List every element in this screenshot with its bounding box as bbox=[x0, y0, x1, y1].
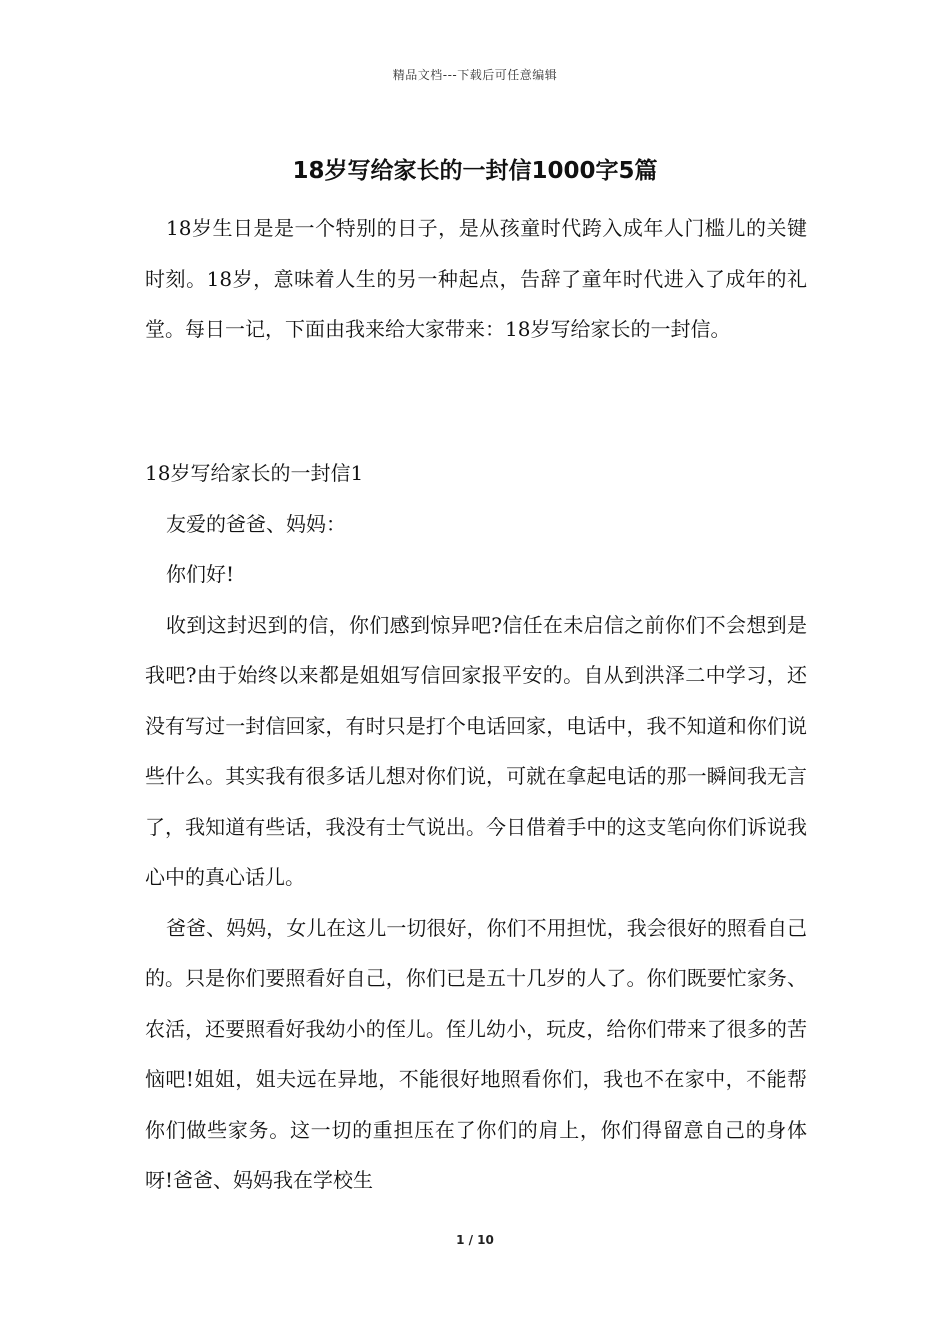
intro-paragraph: 18岁生日是是一个特别的日子，是从孩童时代跨入成年人门槛儿的关键时刻。18岁，意味着人生的另一种起点，告辞了童年时代进入了成年的礼堂。每日一记，下面由我来给大家带来：18岁写给家长的一封信。 bbox=[145, 216, 807, 341]
letter-block bbox=[145, 448, 807, 1206]
letter-paragraph-1: 收到这封迟到的信，你们感到惊异吧?信任在未启信之前你们不会想到是我吧?由于始终以来都是姐姐写信回家报平安的。自从到洪泽二中学习，还没有写过一封信回家，有时只是打个电话回家，电话中，我不知道和你们说些什么。其实我有很多话儿想对你们说，可就在拿起电话的那一瞬间我无言了，我知道有些话，我没有士气说出。今日借着手中的这支笔向你们诉说我心中的真心话儿。 bbox=[145, 612, 807, 889]
page-header: 精品文档---下载后可任意编辑 bbox=[392, 68, 558, 82]
letter-salutation: 友爱的爸爸、妈妈： bbox=[166, 511, 346, 536]
document-title: 18岁写给家长的一封信1000字5篇 bbox=[292, 158, 658, 184]
section-heading: 18岁写给家长的一封信1 bbox=[145, 461, 364, 485]
intro-block bbox=[145, 203, 807, 355]
letter-paragraph-2: 爸爸、妈妈，女儿在这儿一切很好，你们不用担忧，我会很好的照看自己的。只是你们要照看好自己，你们已是五十几岁的人了。你们既要忙家务、农活，还要照看好我幼小的侄儿。侄儿幼小，玩皮，给你们带来了很多的苦恼吧!姐姐，姐夫远在异地，不能很好地照看你们，我也不在家中，不能帮你们做些家务。这一切的重担压在了你们的肩上，你们得留意自己的身体呀!爸爸、妈妈我在学校生 bbox=[145, 915, 807, 1192]
page-number: 1 / 10 bbox=[456, 1233, 494, 1247]
letter-greeting: 你们好! bbox=[166, 562, 235, 586]
